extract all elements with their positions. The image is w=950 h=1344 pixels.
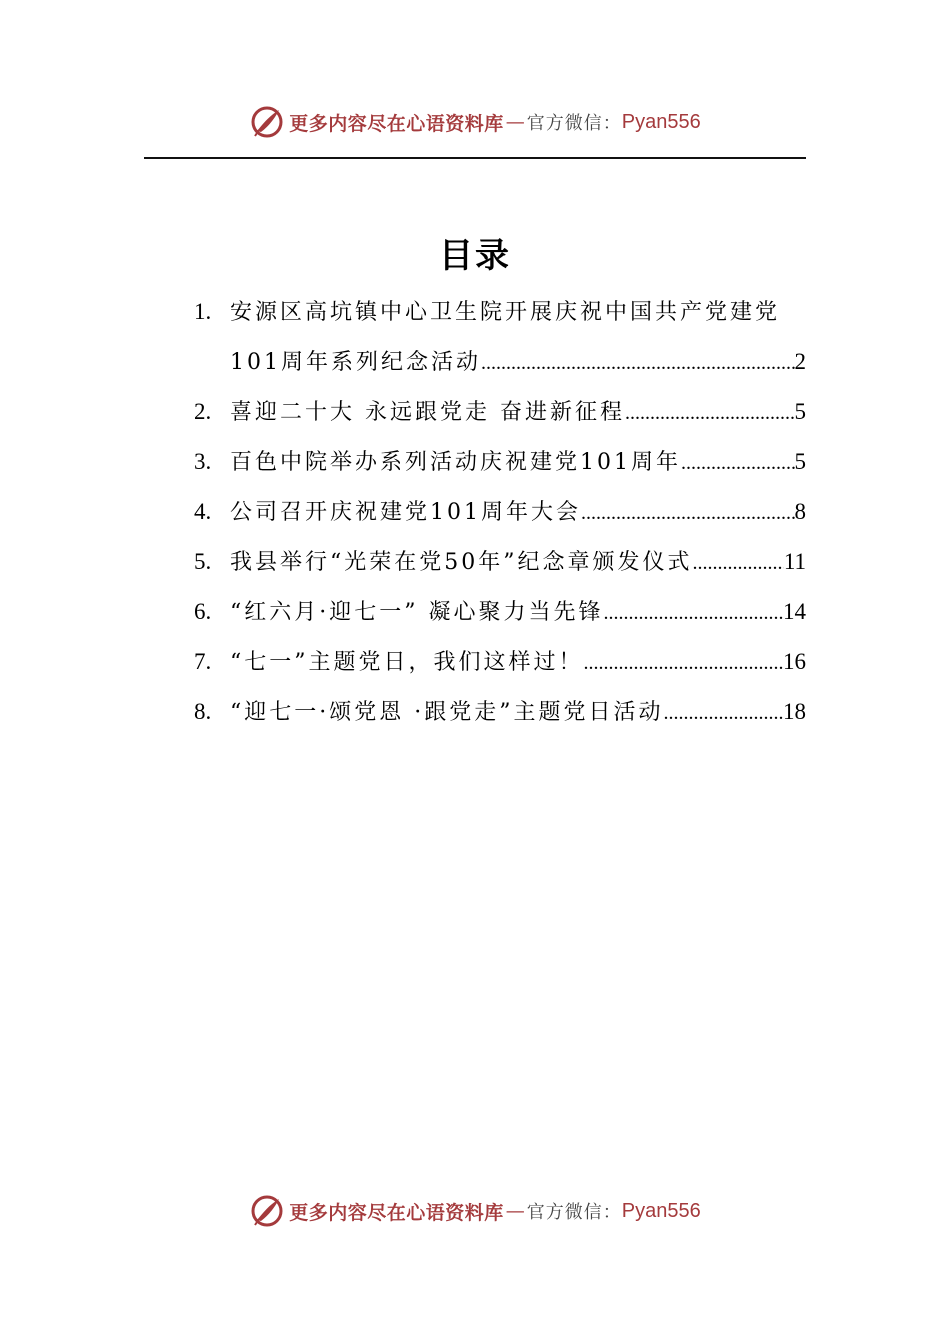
toc-dot-leader (481, 338, 795, 388)
header-dash: — (505, 111, 525, 133)
footer-dash: — (505, 1200, 525, 1222)
toc-entry-page: 2 (794, 349, 806, 374)
footer-wechat-label: 官方微信： (526, 1202, 622, 1223)
toc-entry-3[interactable] (194, 437, 806, 487)
toc-entry-6[interactable] (194, 587, 806, 637)
toc-dot-leader (625, 388, 795, 438)
toc-entry-text: 我县举行“光荣在党50年”纪念章颁发仪式 (230, 550, 693, 575)
quill-logo-icon (249, 104, 285, 140)
toc-entry-text: “迎七一·颂党恩 ·跟党走”主题党日活动 (230, 700, 664, 725)
toc-dot-leader (693, 538, 784, 588)
toc-entry-number: 8. (194, 699, 212, 724)
toc-entry-5[interactable] (194, 537, 806, 587)
toc-entry-text: 公司召开庆祝建党101周年大会 (230, 500, 581, 525)
header-rule (144, 157, 806, 159)
toc-list (194, 287, 806, 737)
toc-entry-text-continued: 101周年系列纪念活动 (230, 350, 481, 375)
toc-entry-page: 11 (783, 549, 806, 574)
toc-entry-2[interactable] (194, 387, 806, 437)
toc-dot-leader (681, 438, 795, 488)
toc-entry-number: 6. (194, 599, 212, 624)
toc-entry-page: 5 (794, 399, 806, 424)
header-brand: 更多内容尽在心语资料库 (289, 112, 504, 135)
toc-entry-text: “七一”主题党日，我们这样过！ (230, 650, 584, 675)
toc-entry-text: “红六月·迎七一” 凝心聚力当先锋 (230, 600, 604, 625)
header-wechat-id: Pyan556 (621, 110, 701, 133)
toc-entry-number: 4. (194, 499, 212, 524)
toc-dot-leader (581, 488, 795, 538)
toc-entry-number: 1. (194, 299, 212, 324)
footer-brand: 更多内容尽在心语资料库 (289, 1201, 504, 1224)
toc-entry-4[interactable] (194, 487, 806, 537)
footer-banner (0, 1191, 950, 1231)
toc-entry-page: 14 (783, 599, 806, 624)
toc-entry-page: 16 (783, 649, 806, 674)
toc-entry-text: 喜迎二十大 永远跟党走 奋进新征程 (230, 400, 625, 425)
header-banner (0, 102, 950, 142)
toc-entry-text: 安源区高坑镇中心卫生院开展庆祝中国共产党建党 (230, 300, 781, 325)
toc-entry-page: 18 (783, 699, 806, 724)
header-wechat-label: 官方微信： (526, 113, 622, 134)
toc-entry-number: 3. (194, 449, 212, 474)
toc-entry-1[interactable] (194, 287, 806, 387)
toc-entry-page: 8 (794, 499, 806, 524)
toc-entry-7[interactable] (194, 637, 806, 687)
toc-dot-leader (584, 638, 784, 688)
toc-title: 目录 (439, 236, 511, 276)
quill-logo-icon (249, 1193, 285, 1229)
toc-entry-number: 5. (194, 549, 212, 574)
toc-entry-number: 2. (194, 399, 212, 424)
toc-entry-text: 百色中院举办系列活动庆祝建党101周年 (230, 450, 681, 475)
toc-dot-leader (603, 588, 783, 638)
toc-entry-number: 7. (194, 649, 212, 674)
toc-entry-8[interactable] (194, 687, 806, 737)
footer-wechat-id: Pyan556 (621, 1199, 701, 1222)
toc-dot-leader (663, 688, 783, 738)
toc-entry-page: 5 (794, 449, 806, 474)
